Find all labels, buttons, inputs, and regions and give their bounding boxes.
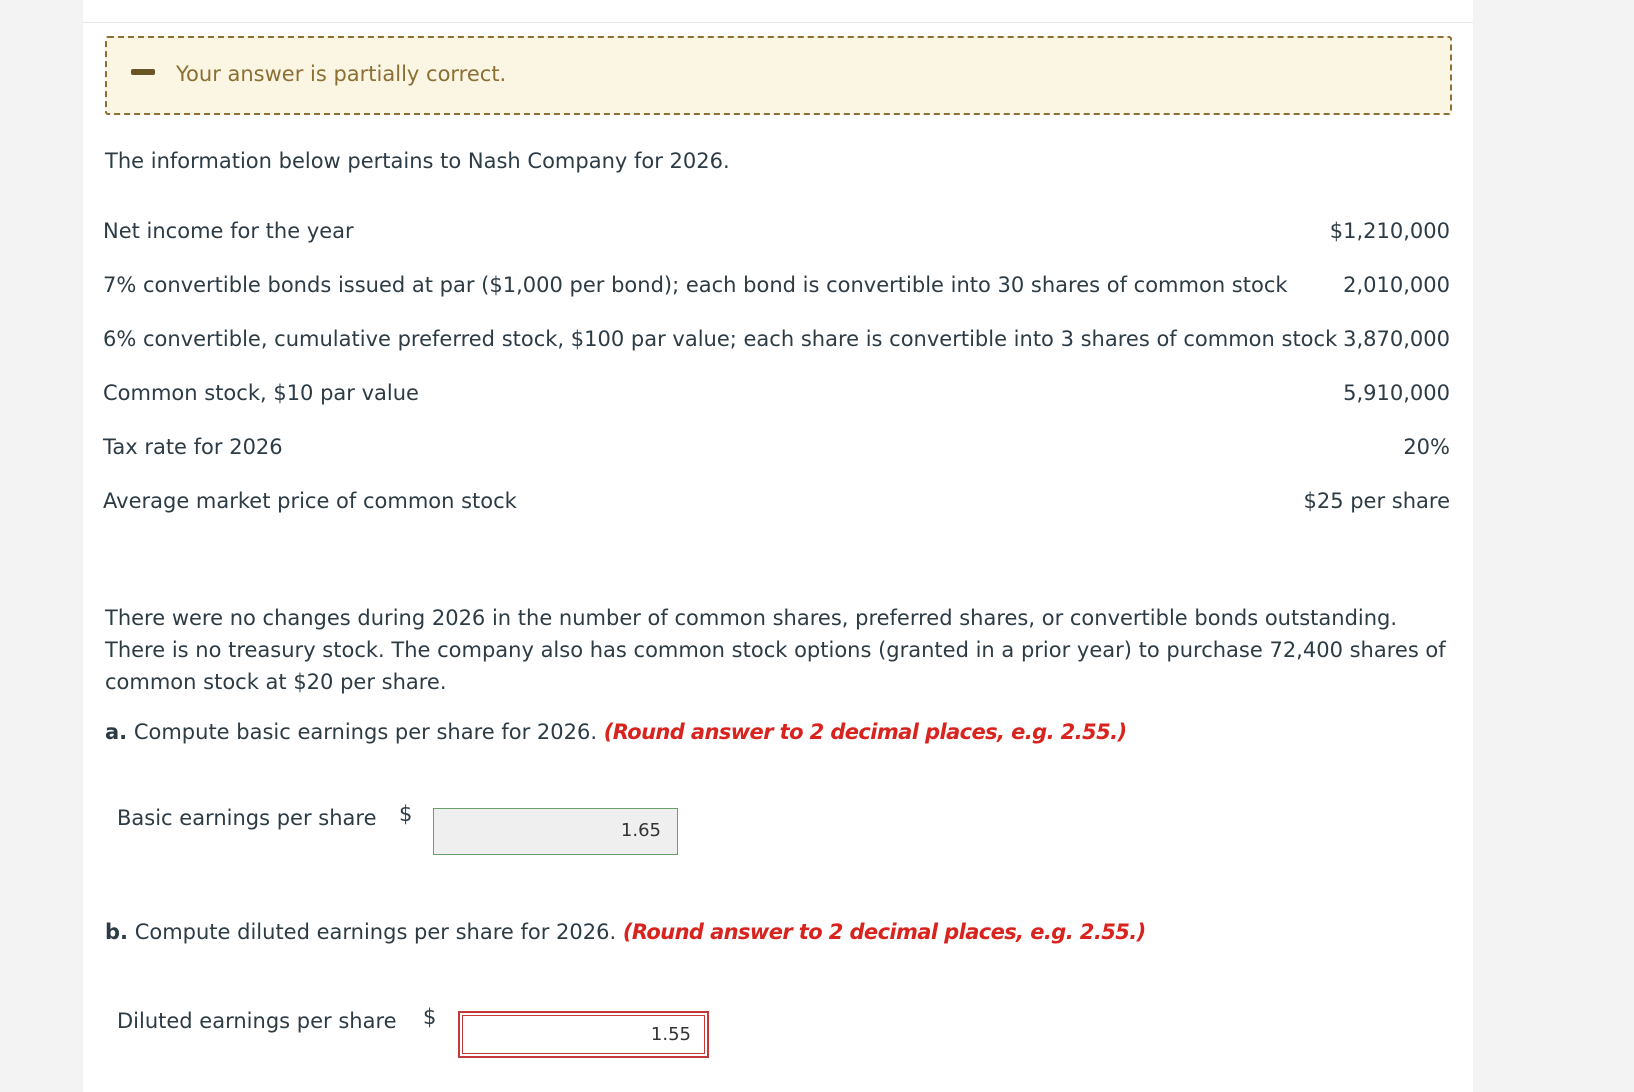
fact-label: Net income for the year	[103, 219, 354, 243]
top-divider	[83, 22, 1473, 23]
fact-label: 6% convertible, cumulative preferred stock, $100 par value; each share is convertible into 3 shares of common stock	[103, 327, 1338, 351]
fact-value: 20%	[1403, 435, 1450, 459]
question-card	[83, 0, 1473, 1092]
partial-correct-icon	[131, 69, 155, 75]
diluted-eps-label: Diluted earnings per share	[117, 1009, 397, 1033]
fact-value: 3,870,000	[1343, 327, 1450, 351]
question-b	[105, 920, 1146, 944]
question-a-text: Compute basic earnings per share for 2026.	[133, 720, 598, 744]
basic-eps-input[interactable]: 1.65	[433, 808, 678, 855]
basic-eps-currency: $	[399, 802, 413, 826]
fact-value: 5,910,000	[1343, 381, 1450, 405]
fact-label: 7% convertible bonds issued at par ($1,000 per bond); each bond is convertible into 30 shares of common stock	[103, 273, 1288, 297]
fact-label: Common stock, $10 par value	[103, 381, 419, 405]
question-a-hint: (Round answer to 2 decimal places, e.g. 2.55.)	[603, 720, 1127, 744]
fact-value: 2,010,000	[1343, 273, 1450, 297]
question-b-hint: (Round answer to 2 decimal places, e.g. 2.55.)	[622, 920, 1146, 944]
question-b-letter: b.	[105, 920, 129, 944]
feedback-banner	[105, 36, 1452, 115]
note-text: There were no changes during 2026 in the number of common shares, preferred shares, or convertible bonds outstanding. There is no treasury stock. The company also has common stock options (granted in a prior year) to purchase 72,400 shares of common stock at $20 per share.	[105, 606, 1446, 694]
question-a	[105, 720, 1126, 744]
fact-label: Tax rate for 2026	[103, 435, 283, 459]
diluted-eps-currency: $	[423, 1005, 437, 1029]
fact-label: Average market price of common stock	[103, 489, 517, 513]
fact-value: $25 per share	[1303, 489, 1450, 513]
question-b-text: Compute diluted earnings per share for 2026.	[134, 920, 617, 944]
intro-text: The information below pertains to Nash Company for 2026.	[105, 149, 730, 173]
basic-eps-label: Basic earnings per share	[117, 806, 377, 830]
diluted-eps-input[interactable]: 1.55	[458, 1011, 709, 1058]
fact-value: $1,210,000	[1329, 219, 1450, 243]
feedback-text: Your answer is partially correct.	[176, 62, 507, 86]
question-a-letter: a.	[105, 720, 128, 744]
